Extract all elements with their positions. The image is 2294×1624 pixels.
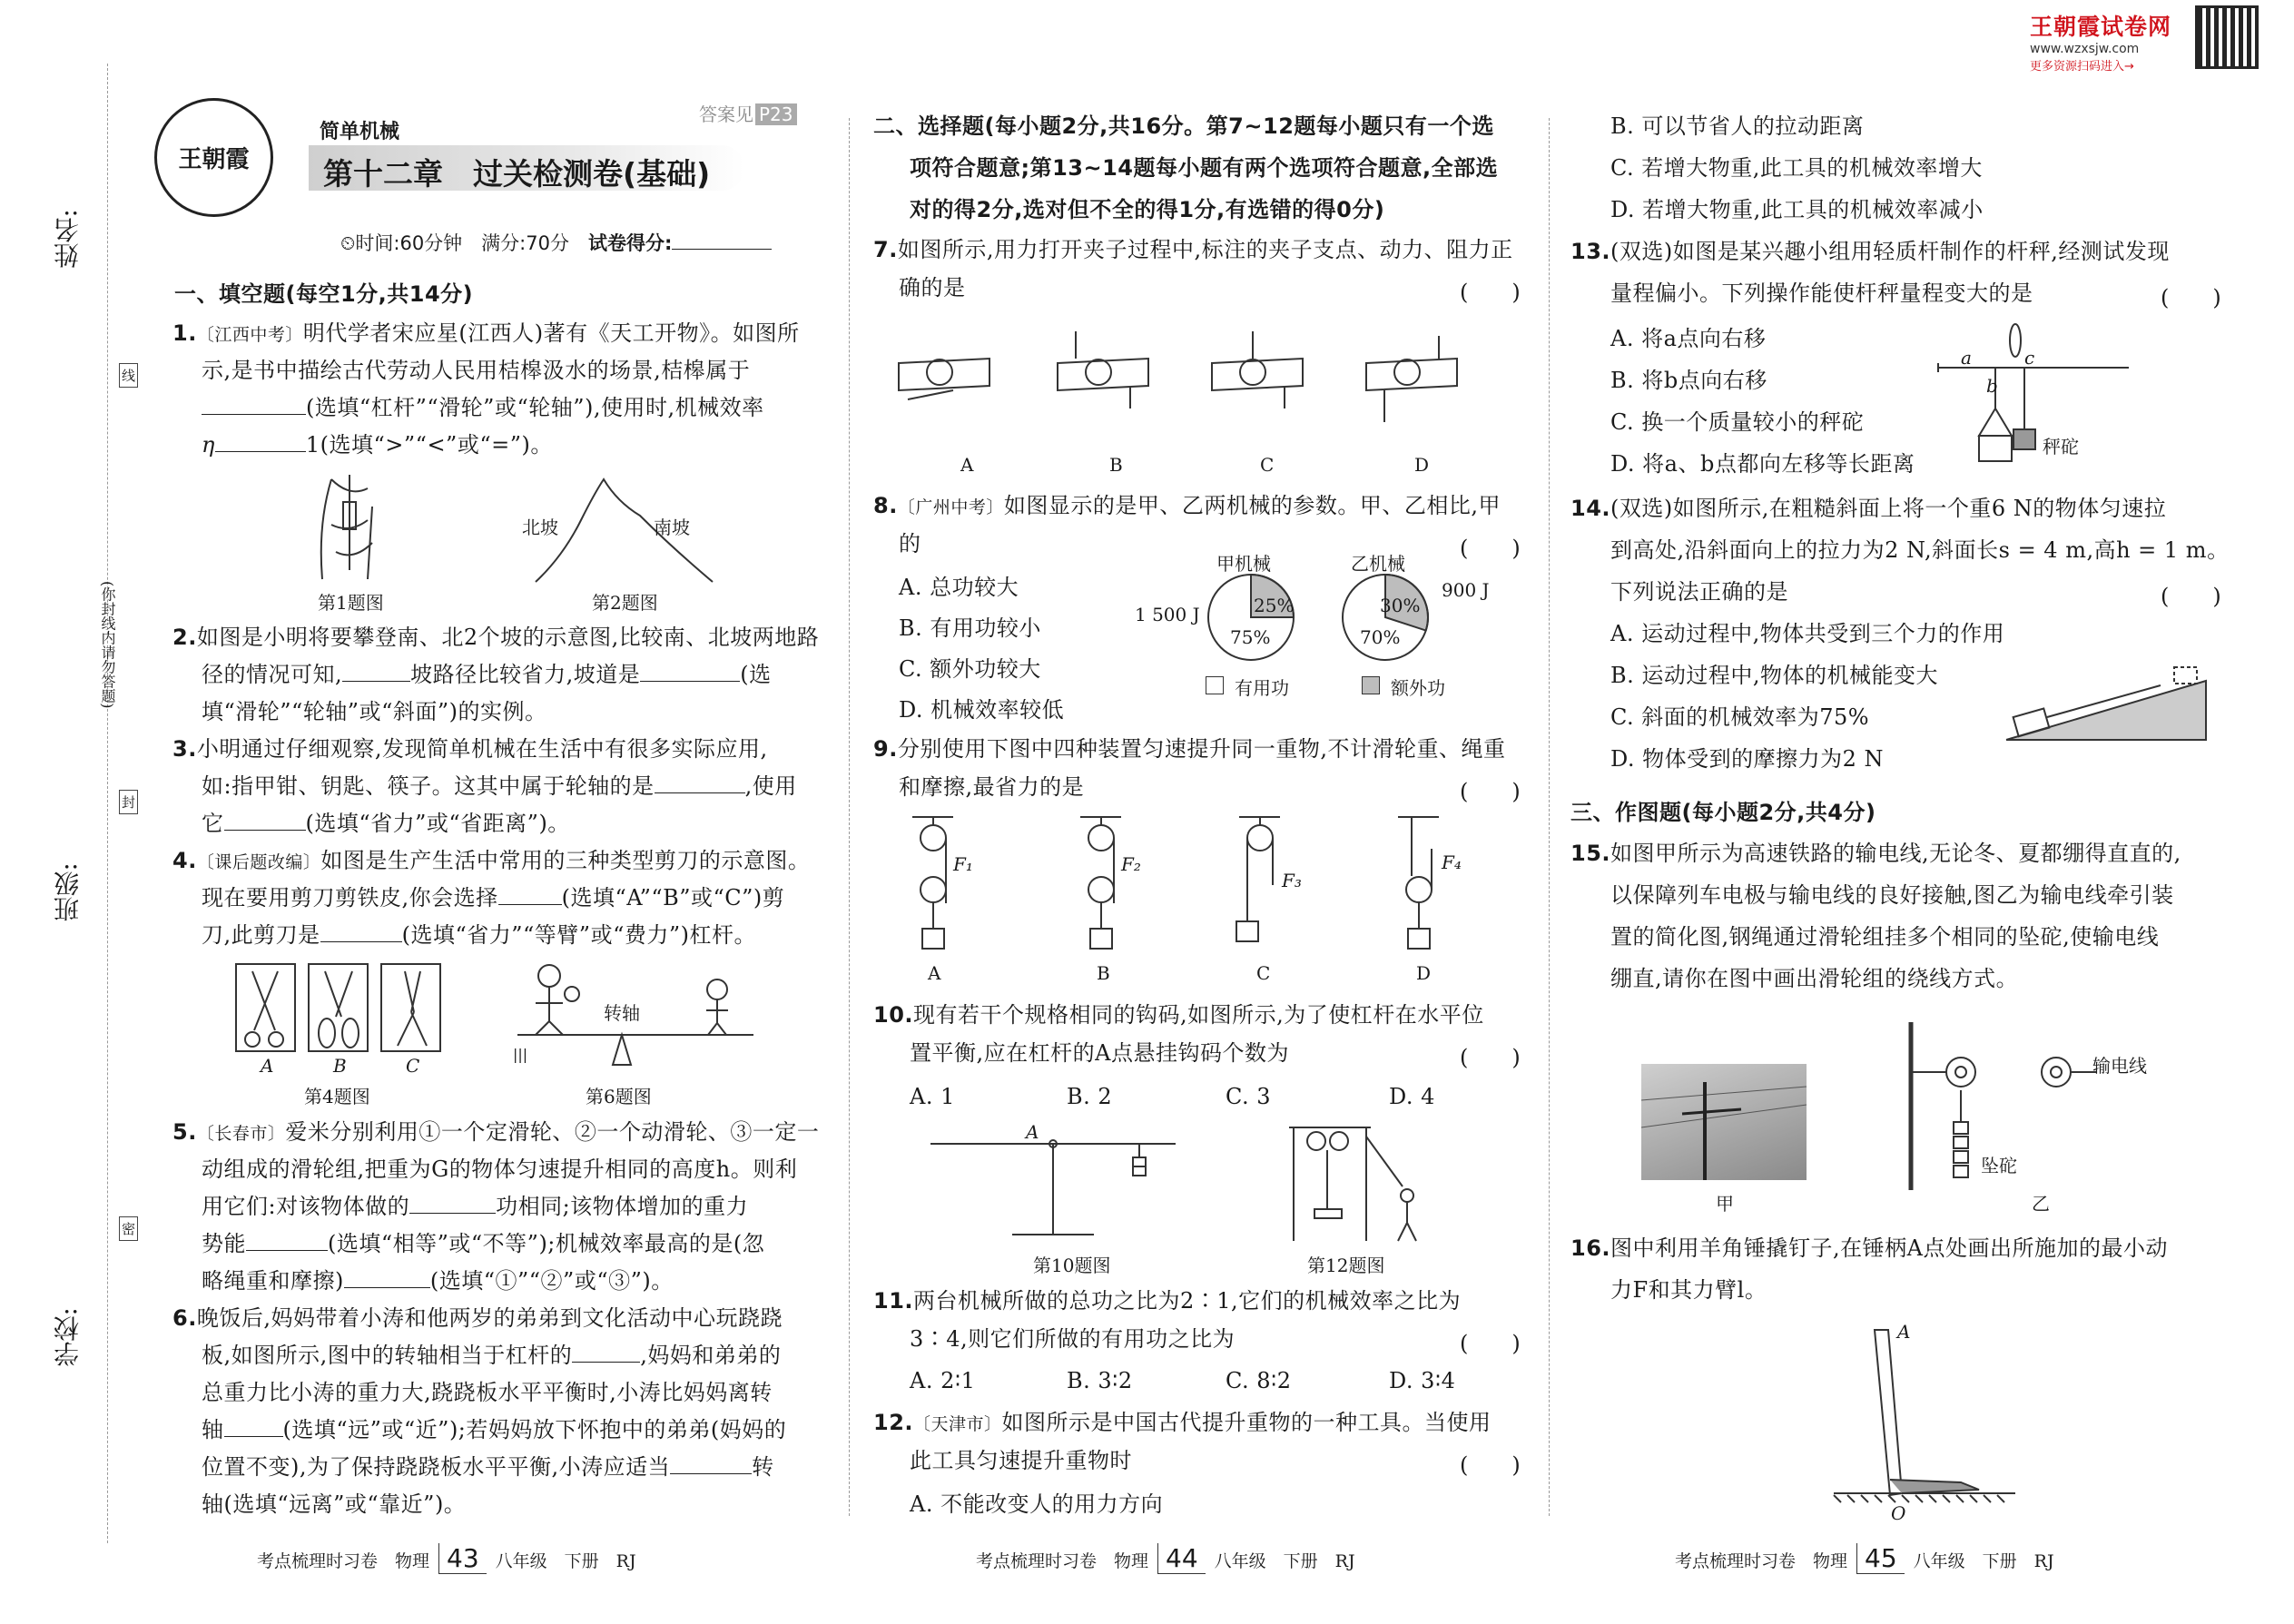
q15-weight-label: 坠砣 xyxy=(1981,1155,2017,1176)
q6-blank1[interactable] xyxy=(572,1342,640,1363)
q9-answer-paren[interactable]: ( ) xyxy=(1460,779,1521,804)
q6-line1 xyxy=(172,1304,783,1332)
q4-line3 xyxy=(202,921,756,949)
q14-opt-d[interactable]: D. 物体受到的摩擦力为2 N xyxy=(1610,746,1885,772)
q4-text3a: 刀,此剪刀是 xyxy=(202,922,320,948)
q13-opt-a[interactable]: A. 将a点向右移 xyxy=(1610,326,1767,351)
q15-wire-label: 输电线 xyxy=(2092,1055,2147,1077)
q6-line3: 总重力比小涛的重力大,跷跷板水平平衡时,小涛比妈妈离转 xyxy=(202,1380,773,1405)
q13-opt-c[interactable]: C. 换一个质量较小的秤砣 xyxy=(1610,409,1865,435)
brand-name: 王朝霞试卷网 xyxy=(2030,14,2172,40)
q3-blank2[interactable] xyxy=(224,810,306,831)
q16-point-o: O xyxy=(1891,1502,1906,1524)
q12-opt-c[interactable]: C. 若增大物重,此工具的机械效率增大 xyxy=(1610,155,1983,181)
pie-jia-pct-extra: 25% xyxy=(1254,595,1295,616)
q7-num: 7. xyxy=(873,237,898,262)
q5-blank2[interactable] xyxy=(246,1230,328,1251)
q14-line1 xyxy=(1570,495,2166,522)
q8-num: 8. xyxy=(873,493,898,518)
pie-yi-total: 900 J xyxy=(1442,579,1490,601)
footer-45-left: 考点梳理时习卷 物理 xyxy=(1675,1551,1848,1571)
footer-44-right: 八年级 下册 RJ xyxy=(1214,1551,1355,1571)
page-number-43: 43 xyxy=(438,1543,487,1574)
logo-text: 王朝霞 xyxy=(178,146,250,173)
q14-line2: 到高处,沿斜面向上的拉力为2 N,斜面长s = 4 m,高h = 1 m。 xyxy=(1610,537,2230,563)
q9-num: 9. xyxy=(873,736,898,762)
q1-line3 xyxy=(202,394,764,421)
q13-num: 13. xyxy=(1570,239,1611,264)
fig1-well-sweep xyxy=(313,470,386,584)
q6-num: 6. xyxy=(172,1305,197,1331)
q15-line4: 绷直,请你在图中画出滑轮组的绕线方式。 xyxy=(1610,966,2019,991)
q5-text3a: 用它们:对该物体做的 xyxy=(202,1194,410,1219)
legend-useful-label: 有用功 xyxy=(1235,677,1289,699)
q13-weight-label: 秤砣 xyxy=(2043,436,2079,458)
q12-num: 12. xyxy=(873,1410,914,1435)
q2-line3: 填“滑轮”“轮轴”或“斜面”)的实例。 xyxy=(202,699,547,724)
q7-opt-a[interactable]: A xyxy=(960,454,974,476)
q9-opt-d[interactable]: D xyxy=(1416,962,1432,984)
pie-yi xyxy=(1340,572,1431,663)
q13-text1: (双选)如图是某兴趣小组用轻质杆制作的杆秤,经测试发现 xyxy=(1610,239,2170,264)
score-label: 试卷得分: xyxy=(587,232,673,254)
q7-line1 xyxy=(873,236,1513,263)
q8-opt-c[interactable]: C. 额外功较大 xyxy=(899,656,1041,682)
page-number-45: 45 xyxy=(1856,1543,1905,1574)
legend-extra-label: 额外功 xyxy=(1391,677,1445,699)
q5-line1 xyxy=(172,1118,819,1147)
pie-jia-total: 1 500 J xyxy=(1135,604,1200,625)
q15-pulley-diagram xyxy=(1906,1022,2188,1195)
q4-text1: 如图是生产生活中常用的三种类型剪刀的示意图。 xyxy=(320,848,811,873)
q12-answer-paren[interactable]: ( ) xyxy=(1460,1452,1521,1478)
col-divider-1 xyxy=(849,118,850,1516)
q4-tag: 〔课后题改编〕 xyxy=(196,852,321,872)
page-number-44: 44 xyxy=(1157,1543,1206,1574)
q4-line1 xyxy=(172,847,810,876)
fig4-scissors xyxy=(234,962,443,1053)
answer-page: P23 xyxy=(755,103,797,125)
pie-yi-title: 乙机械 xyxy=(1351,553,1405,575)
q12-lift-figure xyxy=(1280,1118,1425,1245)
q6-text5b: 转 xyxy=(752,1454,774,1480)
q9-line1 xyxy=(873,735,1505,763)
q1-blank1[interactable] xyxy=(202,394,306,415)
fig2-north-label: 北坡 xyxy=(522,517,558,538)
q14-num: 14. xyxy=(1570,496,1611,521)
q10-point-a: A xyxy=(1026,1121,1039,1143)
q5-text4b: (选填“相等”或“不等”);机械效率最高的是(忽 xyxy=(328,1231,765,1256)
q6-blank3[interactable] xyxy=(670,1453,752,1474)
q16-line2: 力F和其力臂l。 xyxy=(1610,1277,1767,1303)
q5-blank1[interactable] xyxy=(409,1193,496,1214)
q10-opt-d[interactable]: D. 4 xyxy=(1389,1084,1435,1109)
q1-text1: 明代学者宋应星(江西人)著有《天工开物》。如图所 xyxy=(302,320,800,346)
q12-line2: 此工具匀速提升重物时 xyxy=(910,1448,1132,1473)
q10-caption: 第10题图 xyxy=(1033,1255,1111,1276)
q3-text3b: (选填“省力”或“省距离”)。 xyxy=(305,811,570,836)
q14-opt-b[interactable]: B. 运动过程中,物体的机械能变大 xyxy=(1610,663,1939,688)
q9-force-2: F₂ xyxy=(1121,853,1141,875)
q5-line3 xyxy=(202,1193,748,1220)
binding-mark-secret: 密 xyxy=(119,1216,138,1241)
q4-num: 4. xyxy=(172,848,197,873)
q3-line1 xyxy=(172,735,768,763)
q12-tag: 〔天津市〕 xyxy=(913,1414,1002,1434)
q14-text1: (双选)如图所示,在粗糙斜面上将一个重6 N的物体匀速拉 xyxy=(1610,496,2167,521)
q8-opt-a[interactable]: A. 总功较大 xyxy=(899,575,1019,600)
q3-line2 xyxy=(202,773,797,800)
exam-meta xyxy=(340,229,772,256)
q6-text4b: (选填“远”或“近”);若妈妈放下怀抱中的弟弟(妈妈的 xyxy=(282,1417,787,1442)
q14-answer-paren[interactable]: ( ) xyxy=(2161,584,2221,609)
footer-45-right: 八年级 下册 RJ xyxy=(1913,1551,2054,1571)
q7-text1: 如图所示,用力打开夹子过程中,标注的夹子支点、动力、阻力正 xyxy=(897,237,1513,262)
fig6-axis-label: 转轴 xyxy=(604,1002,640,1024)
fig4-label-c: C xyxy=(406,1055,420,1077)
q9-opt-c[interactable]: C xyxy=(1256,962,1271,984)
q12-caption: 第12题图 xyxy=(1307,1255,1385,1276)
q10-line1 xyxy=(873,1001,1484,1029)
q7-answer-paren[interactable]: ( ) xyxy=(1460,280,1521,305)
q7-opt-d[interactable]: D xyxy=(1414,454,1430,476)
binding-name-label: 姓名: xyxy=(53,209,83,269)
q6-text4a: 轴 xyxy=(202,1417,224,1442)
q4-text2b: (选填“A”“B”或“C”)剪 xyxy=(561,885,785,910)
q11-opt-c[interactable]: C. 8∶2 xyxy=(1226,1368,1292,1393)
fig6-small-mark: ||| xyxy=(513,1046,528,1063)
q8-opt-d[interactable]: D. 机械效率较低 xyxy=(899,697,1065,723)
section2-title-1: 二、选择题(每小题2分,共16分。第7~12题每小题只有一个选 xyxy=(873,113,1494,139)
q8-line1 xyxy=(873,492,1501,521)
q11-text1: 两台机械所做的总功之比为2∶1,它们的机械效率之比为 xyxy=(913,1288,1462,1314)
q6-text2a: 板,如图所示,图中的转轴相当于杠杆的 xyxy=(202,1343,573,1368)
q13-label-a: a xyxy=(1961,347,1972,369)
binding-mark-line: 线 xyxy=(119,363,138,388)
q15-num: 15. xyxy=(1570,841,1611,866)
q11-line1 xyxy=(873,1287,1461,1314)
fig1-caption: 第1题图 xyxy=(318,592,384,614)
section2-title-3: 对的得2分,选对但不全的得1分,有选错的得0分) xyxy=(910,197,1385,222)
q11-line2: 3∶4,则它们所做的有用功之比为 xyxy=(910,1326,1236,1352)
q6-line5 xyxy=(202,1453,774,1481)
q2-text2a: 径的情况可知, xyxy=(202,662,343,687)
binding-school-label: 学校: xyxy=(53,1307,83,1367)
binding-mark-seal: 封 xyxy=(119,790,138,814)
q3-blank1[interactable] xyxy=(655,773,745,793)
q5-text1: 爱米分别利用①一个定滑轮、②一个动滑轮、③一定一 xyxy=(285,1119,820,1145)
q7-opt-c[interactable]: C xyxy=(1260,454,1275,476)
q14-incline-figure xyxy=(2002,663,2210,744)
q10-answer-paren[interactable]: ( ) xyxy=(1460,1045,1521,1070)
q1-line2: 示,是书中描绘古代劳动人民用桔槔汲水的场景,桔槔属于 xyxy=(202,358,751,383)
q3-text1: 小明通过仔细观察,发现简单机械在生活中有很多实际应用, xyxy=(196,736,768,762)
binding-class-label: 班级: xyxy=(53,862,83,922)
q1-line4 xyxy=(202,431,553,458)
fig6-caption: 第6题图 xyxy=(586,1086,652,1107)
q5-text4a: 势能 xyxy=(202,1231,246,1256)
footer-43-left: 考点梳理时习卷 物理 xyxy=(257,1551,430,1571)
footer-page-45 xyxy=(1675,1543,2054,1574)
q5-text3b: 功相同;该物体增加的重力 xyxy=(496,1194,749,1219)
meta-time-score: ⏲时间:60分钟 满分:70分 xyxy=(340,232,588,254)
q11-opt-d[interactable]: D. 3∶4 xyxy=(1389,1368,1456,1393)
q15-label-jia: 甲 xyxy=(1716,1193,1734,1215)
q6-blank2[interactable] xyxy=(224,1416,283,1437)
q3-text3a: 它 xyxy=(202,811,224,836)
q2-blank2[interactable] xyxy=(640,661,740,682)
q7-opt-b[interactable]: B xyxy=(1109,454,1123,476)
q6-line2 xyxy=(202,1342,781,1369)
footer-43-right: 八年级 下册 RJ xyxy=(495,1551,636,1571)
q1-tag: 〔江西中考〕 xyxy=(196,325,303,345)
q3-text2a: 如:指甲钳、钥匙、筷子。这其中属于轮轴的是 xyxy=(202,773,655,799)
footer-page-44 xyxy=(976,1543,1355,1574)
q10-opt-a[interactable]: A. 1 xyxy=(910,1084,955,1109)
q12-line1 xyxy=(873,1409,1492,1438)
q1-eta: η xyxy=(202,432,215,458)
q15-line1 xyxy=(1570,840,2181,867)
q11-num: 11. xyxy=(873,1288,914,1314)
q16-hammer-figure xyxy=(1825,1321,2033,1511)
legend-useful-swatch xyxy=(1206,676,1224,694)
answer-ref xyxy=(699,100,797,126)
section3-title: 三、作图题(每小题2分,共4分) xyxy=(1570,800,1876,825)
q16-text1: 图中利用羊角锤撬钉子,在锤柄A点处画出所施加的最小动 xyxy=(1610,1235,2168,1261)
q2-text2b: 坡路径比较省力,坡道是 xyxy=(410,662,641,687)
q4-blank1[interactable] xyxy=(498,884,562,905)
q6-line6: 轴(选填“远离”或“靠近”)。 xyxy=(202,1491,467,1517)
q9-pulley-figures xyxy=(899,812,1498,958)
q1-blank2[interactable] xyxy=(215,431,306,452)
q10-opt-c[interactable]: C. 3 xyxy=(1226,1084,1272,1109)
binding-note: (你封线内请勿答题) xyxy=(99,581,116,709)
q8-line2: 的 xyxy=(899,531,921,556)
brand-block xyxy=(2030,9,2175,74)
q6-line4 xyxy=(202,1416,786,1443)
fig2-south-label: 南坡 xyxy=(654,517,690,538)
q5-blank3[interactable] xyxy=(344,1267,430,1288)
logo-badge xyxy=(154,98,273,217)
q15-line3: 置的简化图,钢绳通过滑轮组挂多个相同的坠砣,使输电线 xyxy=(1610,924,2160,950)
footer-page-43 xyxy=(257,1543,636,1574)
fig4-label-b: B xyxy=(333,1055,347,1077)
q14-opt-a[interactable]: A. 运动过程中,物体共受到三个力的作用 xyxy=(1610,621,2005,646)
q5-text5a: 略绳重和摩擦) xyxy=(202,1268,344,1294)
q10-text1: 现有若干个规格相同的钩码,如图所示,为了使杠杆在水平位 xyxy=(913,1002,1484,1028)
q5-num: 5. xyxy=(172,1119,197,1145)
q15-text1: 如图甲所示为高速铁路的输电线,无论冬、夏都绷得直直的, xyxy=(1610,841,2181,866)
q11-opt-b[interactable]: B. 3∶2 xyxy=(1067,1368,1133,1393)
q2-num: 2. xyxy=(172,625,197,650)
q1-line1 xyxy=(172,320,800,349)
q16-line1 xyxy=(1570,1235,2168,1262)
q11-answer-paren[interactable]: ( ) xyxy=(1460,1331,1521,1356)
q1-num: 1. xyxy=(172,320,197,346)
brand-tagline: 更多资源扫码进入→ xyxy=(2030,60,2134,74)
binding-line xyxy=(107,64,108,1543)
header-subject: 简单机械 xyxy=(320,121,400,143)
q12-opt-d[interactable]: D. 若增大物重,此工具的机械效率减小 xyxy=(1610,197,1984,222)
q16-num: 16. xyxy=(1570,1235,1611,1261)
q9-text1: 分别使用下图中四种装置匀速提升同一重物,不计滑轮重、绳重 xyxy=(897,736,1506,762)
q11-opt-a[interactable]: A. 2∶1 xyxy=(910,1368,976,1393)
q14-opt-c[interactable]: C. 斜面的机械效率为75% xyxy=(1610,704,1870,730)
pie-yi-pct-extra: 30% xyxy=(1380,595,1421,616)
q6-text2b: ,妈妈和弟弟的 xyxy=(640,1343,782,1368)
q12-text1: 如图所示是中国古代提升重物的一种工具。当使用 xyxy=(1001,1410,1492,1435)
q2-blank1[interactable] xyxy=(342,661,410,682)
q3-num: 3. xyxy=(172,736,197,762)
fig4-label-a: A xyxy=(261,1055,274,1077)
q2-text1: 如图是小明将要攀登南、北2个坡的示意图,比较南、北坡两地路 xyxy=(196,625,820,650)
q15-photo-lines xyxy=(1641,1064,1807,1180)
q4-text3b: (选填“省力”“等臂”或“费力”)杠杆。 xyxy=(401,922,756,948)
pie-jia xyxy=(1206,572,1296,663)
q13-label-c: c xyxy=(2024,347,2035,369)
q9-opt-b[interactable]: B xyxy=(1097,962,1110,984)
answer-label: 答案见 xyxy=(699,103,753,125)
legend-extra-swatch xyxy=(1362,676,1380,694)
pie-jia-pct-useful: 75% xyxy=(1230,626,1271,648)
q13-answer-paren[interactable]: ( ) xyxy=(2161,285,2221,310)
qr-code-icon[interactable] xyxy=(2195,5,2259,69)
fig4-caption: 第4题图 xyxy=(304,1086,370,1107)
section2-title-2: 项符合题意;第13~14题每小题有两个选项符合题意,全部选 xyxy=(910,155,1499,181)
q2-line2 xyxy=(202,661,772,688)
q1-text4: 1(选填“>”“<”或“=”)。 xyxy=(305,432,553,458)
q5-line5 xyxy=(202,1267,674,1294)
col-divider-2 xyxy=(1549,118,1550,1516)
q8-answer-paren[interactable]: ( ) xyxy=(1460,536,1521,561)
q13-label-b: b xyxy=(1986,375,1998,397)
q14-line3: 下列说法正确的是 xyxy=(1610,579,1788,605)
q3-line3 xyxy=(202,810,570,837)
q1-text3: (选填“杠杆”“滑轮”或“轮轴”),使用时,机械效率 xyxy=(306,395,764,420)
q2-line1 xyxy=(172,624,819,651)
q13-line2: 量程偏小。下列操作能使杆秤量程变大的是 xyxy=(1610,281,2033,306)
q4-text2a: 现在要用剪刀剪铁皮,你会选择 xyxy=(202,885,498,910)
q9-force-3: F₃ xyxy=(1282,870,1302,891)
q13-opt-d[interactable]: D. 将a、b点都向左移等长距离 xyxy=(1610,451,1915,477)
q10-opt-b[interactable]: B. 2 xyxy=(1067,1084,1113,1109)
q12-opt-a[interactable]: A. 不能改变人的用力方向 xyxy=(910,1491,1164,1517)
section1-title: 一、填空题(每空1分,共14分) xyxy=(174,281,474,307)
q16-point-a: A xyxy=(1897,1321,1911,1343)
q4-blank2[interactable] xyxy=(320,921,402,942)
q6-text5a: 位置不变),为了保持跷跷板水平平衡,小涛应适当 xyxy=(202,1454,671,1480)
q9-force-4: F₄ xyxy=(1442,851,1462,873)
q5-tag: 〔长春市〕 xyxy=(196,1124,286,1144)
q13-steelyard-figure xyxy=(1934,322,2133,468)
q9-opt-a[interactable]: A xyxy=(928,962,941,984)
q4-line2 xyxy=(202,884,784,911)
q5-line4 xyxy=(202,1230,764,1257)
q3-text2b: ,使用 xyxy=(744,773,797,799)
q10-line2: 置平衡,应在杠杆的A点悬挂钩码个数为 xyxy=(910,1040,1289,1066)
q8-text1: 如图显示的是甲、乙两机械的参数。甲、乙相比,甲 xyxy=(1003,493,1501,518)
brand-url[interactable]: www.wzxsjw.com xyxy=(2030,42,2140,56)
q7-line2: 确的是 xyxy=(899,275,966,300)
pie-yi-pct-useful: 70% xyxy=(1360,626,1401,648)
q15-label-yi: 乙 xyxy=(2032,1193,2050,1215)
q5-line2: 动组成的滑轮组,把重为G的物体匀速提升相同的高度h。则利 xyxy=(202,1156,798,1182)
q10-num: 10. xyxy=(873,1002,914,1028)
footer-44-left: 考点梳理时习卷 物理 xyxy=(976,1551,1149,1571)
q9-line2: 和摩擦,最省力的是 xyxy=(899,774,1085,800)
q8-tag: 〔广州中考〕 xyxy=(897,497,1004,517)
pie-jia-title: 甲机械 xyxy=(1216,553,1271,575)
q7-clip-figures xyxy=(890,322,1525,431)
q12-opt-b[interactable]: B. 可以节省人的拉动距离 xyxy=(1610,113,1865,139)
q13-opt-b[interactable]: B. 将b点向右移 xyxy=(1610,368,1767,393)
q5-text5b: (选填“①”“②”或“③”)。 xyxy=(429,1268,674,1294)
fig2-caption: 第2题图 xyxy=(592,592,658,614)
q13-line1 xyxy=(1570,238,2170,265)
score-field[interactable] xyxy=(672,229,772,250)
page-title: 第十二章 过关检测卷(基础) xyxy=(323,156,711,192)
q9-force-1: F₁ xyxy=(953,853,973,875)
q6-text1: 晚饭后,妈妈带着小涛和他两岁的弟弟到文化活动中心玩跷跷 xyxy=(196,1305,783,1331)
q8-opt-b[interactable]: B. 有用功较小 xyxy=(899,615,1041,641)
q15-line2: 以保障列车电极与输电线的良好接触,图乙为输电线牵引装 xyxy=(1610,882,2174,908)
q2-text2c: (选 xyxy=(740,662,772,687)
q10-lever-figure xyxy=(926,1126,1180,1244)
